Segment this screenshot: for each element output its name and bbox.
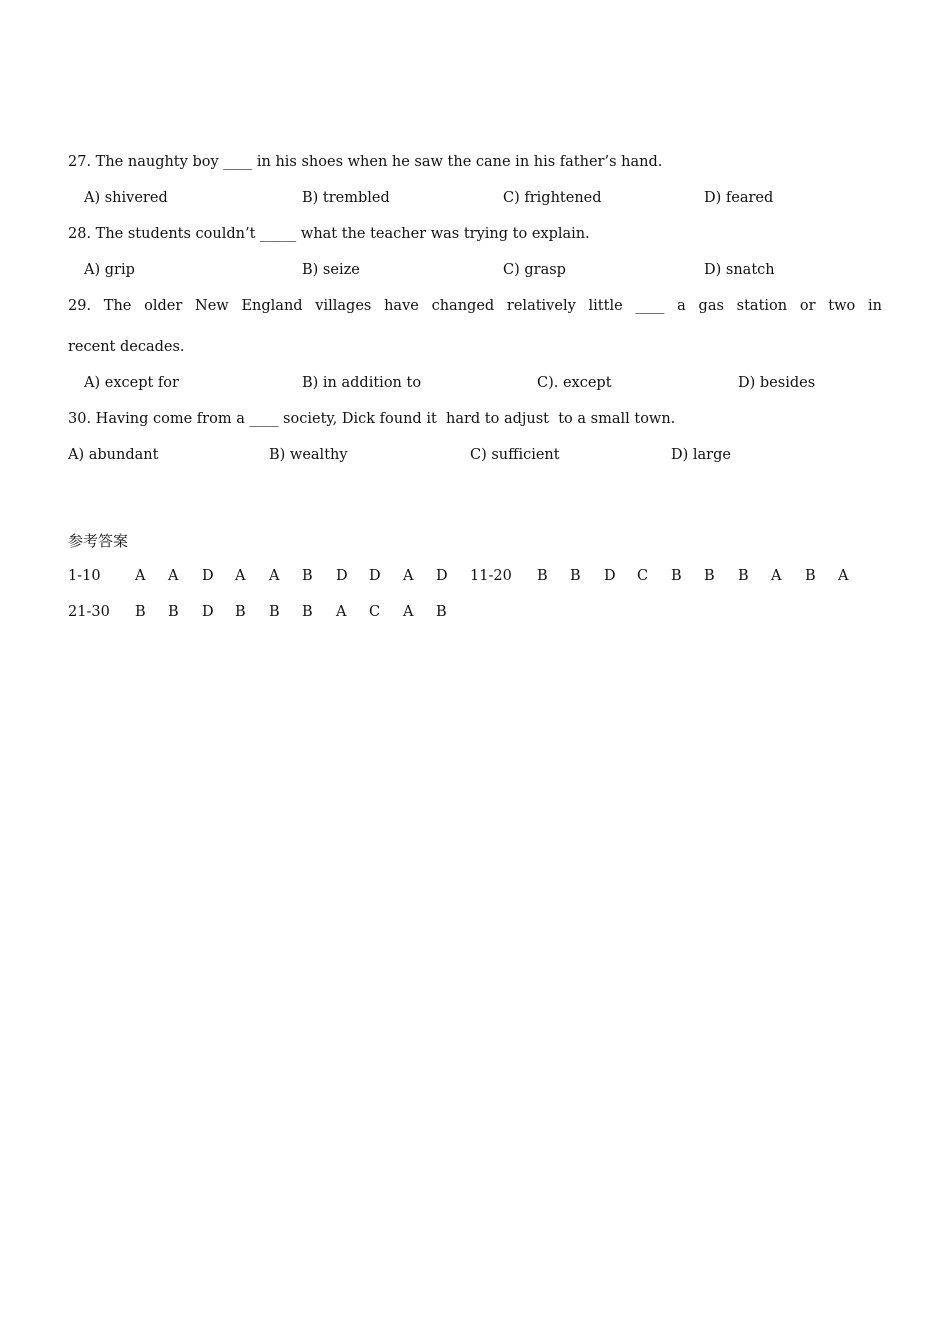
answer-value: B bbox=[537, 568, 548, 584]
q30-option-d: D) large bbox=[671, 447, 731, 463]
answer-value: D bbox=[336, 568, 348, 584]
question-29 bbox=[68, 296, 882, 316]
answer-value: B bbox=[436, 604, 447, 620]
answers-title: 参考答案 bbox=[68, 532, 129, 550]
answer-value: B bbox=[805, 568, 816, 584]
answer-value: B bbox=[302, 568, 313, 584]
answer-value: A bbox=[771, 568, 782, 584]
q29-blank: ____ bbox=[635, 298, 665, 314]
answer-value: D bbox=[202, 568, 214, 584]
q29-word: gas bbox=[698, 298, 724, 314]
q27-option-c: C) frightened bbox=[503, 190, 602, 206]
q29-option-b: B) in addition to bbox=[302, 375, 422, 391]
q27-option-b: B) trembled bbox=[302, 190, 390, 206]
answer-value: B bbox=[168, 604, 179, 620]
answer-value: D bbox=[369, 568, 381, 584]
question-27: 27. The naughty boy ____ in his shoes when he saw the cane in his father’s hand. bbox=[68, 154, 663, 170]
q28-option-b: B) seize bbox=[302, 262, 360, 278]
q28-option-a: A) grip bbox=[84, 262, 135, 278]
answer-range: 11-20 bbox=[470, 568, 512, 584]
q29-option-c: C). except bbox=[537, 375, 612, 391]
q29-word: villages bbox=[315, 298, 372, 314]
answer-value: B bbox=[704, 568, 715, 584]
q29-word: changed bbox=[431, 298, 495, 314]
answer-value: C bbox=[637, 568, 649, 584]
answer-value: A bbox=[403, 604, 414, 620]
q29-word: little bbox=[588, 298, 623, 314]
answer-value: D bbox=[436, 568, 448, 584]
answer-value: D bbox=[604, 568, 616, 584]
answer-value: B bbox=[302, 604, 313, 620]
question-30: 30. Having come from a ____ society, Dick found it hard to adjust to a small town. bbox=[68, 411, 676, 427]
q29-word: a bbox=[677, 298, 686, 314]
q30-option-c: C) sufficient bbox=[470, 447, 560, 463]
q28-option-d: D) snatch bbox=[704, 262, 775, 278]
answer-value: A bbox=[336, 604, 347, 620]
answer-value: A bbox=[235, 568, 246, 584]
q28-option-c: C) grasp bbox=[503, 262, 566, 278]
question-29-continued: recent decades. bbox=[68, 339, 185, 355]
answer-value: B bbox=[570, 568, 581, 584]
q29-option-d: D) besides bbox=[738, 375, 816, 391]
answer-value: A bbox=[168, 568, 179, 584]
answer-value: A bbox=[403, 568, 414, 584]
q27-option-a: A) shivered bbox=[84, 190, 168, 206]
q30-option-a: A) abundant bbox=[68, 447, 159, 463]
q29-word: or bbox=[799, 298, 816, 314]
q29-word: in bbox=[867, 298, 882, 314]
q29-word: relatively bbox=[506, 298, 576, 314]
answer-value: B bbox=[269, 604, 280, 620]
answer-value: A bbox=[135, 568, 146, 584]
answer-value: B bbox=[235, 604, 246, 620]
q29-word: two bbox=[828, 298, 856, 314]
answer-value: B bbox=[135, 604, 146, 620]
answer-range: 1-10 bbox=[68, 568, 101, 584]
answer-value: C bbox=[369, 604, 381, 620]
question-28: 28. The students couldn’t _____ what the teacher was trying to explain. bbox=[68, 226, 590, 242]
q29-word: have bbox=[384, 298, 419, 314]
answer-range: 21-30 bbox=[68, 604, 110, 620]
q29-word: station bbox=[736, 298, 788, 314]
answer-value: A bbox=[838, 568, 849, 584]
answer-value: B bbox=[738, 568, 749, 584]
q27-option-d: D) feared bbox=[704, 190, 774, 206]
q30-option-b: B) wealthy bbox=[269, 447, 348, 463]
answer-value: A bbox=[269, 568, 280, 584]
q29-word: The bbox=[103, 298, 132, 314]
answer-value: D bbox=[202, 604, 214, 620]
q29-word: New bbox=[195, 298, 229, 314]
q29-option-a: A) except for bbox=[84, 375, 179, 391]
answer-value: B bbox=[671, 568, 682, 584]
q29-word: 29. bbox=[68, 298, 92, 314]
q29-word: England bbox=[241, 298, 303, 314]
q29-word: older bbox=[144, 298, 183, 314]
